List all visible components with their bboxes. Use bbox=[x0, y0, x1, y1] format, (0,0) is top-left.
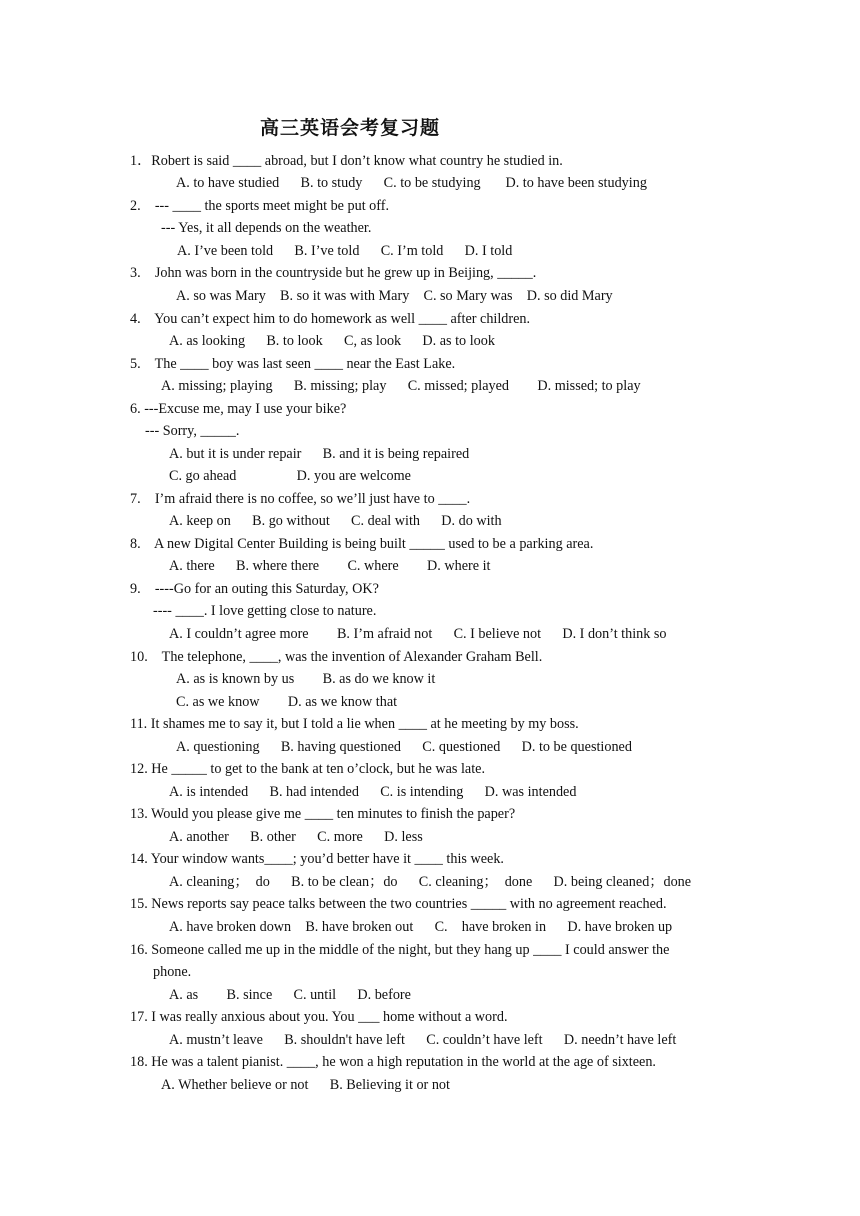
options-14: A. cleaning； do B. to be clean；do C. cleaning； done D. being cleaned；done bbox=[169, 874, 692, 890]
question-16-cont: phone. bbox=[153, 964, 192, 980]
options-17: A. mustn’t leave B. shouldn't have left C. couldn’t have left D. needn’t have left bbox=[169, 1032, 677, 1048]
question-2: 2. --- ____ the sports meet might be put off. bbox=[130, 198, 390, 214]
question-5: 5. The ____ boy was last seen ____ near the East Lake. bbox=[130, 356, 456, 372]
options-1: A. to have studied B. to study C. to be studying D. to have been studying bbox=[176, 175, 647, 191]
options-5: A. missing; playing B. missing; play C. missed; played D. missed; to play bbox=[161, 378, 641, 394]
question-10: 10. The telephone, ____, was the invention of Alexander Graham Bell. bbox=[130, 649, 543, 665]
options-4: A. as looking B. to look C, as look D. as to look bbox=[169, 333, 495, 349]
options-8: A. there B. where there C. where D. where it bbox=[169, 558, 491, 574]
question-9: 9. ----Go for an outing this Saturday, OK? bbox=[130, 581, 379, 597]
options-15: A. have broken down B. have broken out C. have broken in D. have broken up bbox=[169, 919, 673, 935]
question-2-reply: --- Yes, it all depends on the weather. bbox=[161, 220, 372, 236]
options-18: A. Whether believe or not B. Believing it or not bbox=[161, 1077, 450, 1093]
options-12: A. is intended B. had intended C. is intending D. was intended bbox=[169, 784, 577, 800]
options-2: A. I’ve been told B. I’ve told C. I’m told D. I told bbox=[177, 243, 513, 259]
question-15: 15. News reports say peace talks between the two countries _____ with no agreement reached. bbox=[130, 896, 667, 912]
question-12: 12. He _____ to get to the bank at ten o’clock, but he was late. bbox=[130, 761, 485, 777]
question-13: 13. Would you please give me ____ ten minutes to finish the paper? bbox=[130, 806, 516, 822]
options-10-cd: C. as we know D. as we know that bbox=[176, 694, 398, 710]
options-3: A. so was Mary B. so it was with Mary C. so Mary was D. so did Mary bbox=[176, 288, 613, 304]
options-11: A. questioning B. having questioned C. questioned D. to be questioned bbox=[176, 739, 632, 755]
question-11: 11. It shames me to say it, but I told a lie when ____ at he meeting by my boss. bbox=[130, 716, 579, 732]
question-1: 1．Robert is said ____ abroad, but I don’t know what country he studied in. bbox=[130, 153, 563, 169]
options-6-cd: C. go ahead D. you are welcome bbox=[169, 468, 411, 484]
document-title: 高三英语会考复习题 bbox=[260, 117, 441, 139]
question-17: 17. I was really anxious about you. You ___ home without a word. bbox=[130, 1009, 508, 1025]
options-7: A. keep on B. go without C. deal with D. do with bbox=[169, 513, 502, 529]
question-14: 14. Your window wants____; you’d better have it ____ this week. bbox=[130, 851, 504, 867]
question-16: 16. Someone called me up in the middle of the night, but they hang up ____ I could answer the bbox=[130, 942, 670, 958]
question-4: 4. You can’t expect him to do homework as well ____ after children. bbox=[130, 311, 531, 327]
question-7: 7. I’m afraid there is no coffee, so we’ll just have to ____. bbox=[130, 491, 471, 507]
question-18: 18. He was a talent pianist. ____, he won a high reputation in the world at the age of sixteen. bbox=[130, 1054, 656, 1070]
options-9: A. I couldn’t agree more B. I’m afraid not C. I believe not D. I don’t think so bbox=[169, 626, 667, 642]
question-8: 8. A new Digital Center Building is being built _____ used to be a parking area. bbox=[130, 536, 594, 552]
question-3: 3. John was born in the countryside but he grew up in Beijing, _____. bbox=[130, 265, 537, 281]
options-10-ab: A. as is known by us B. as do we know it bbox=[176, 671, 436, 687]
options-13: A. another B. other C. more D. less bbox=[169, 829, 423, 845]
question-6: 6. ---Excuse me, may I use your bike? bbox=[130, 401, 347, 417]
options-16: A. as B. since C. until D. before bbox=[169, 987, 411, 1003]
options-6-ab: A. but it is under repair B. and it is being repaired bbox=[169, 446, 470, 462]
question-9-reply: ---- ____. I love getting close to nature. bbox=[153, 603, 377, 619]
question-6-reply: --- Sorry, _____. bbox=[145, 423, 240, 439]
